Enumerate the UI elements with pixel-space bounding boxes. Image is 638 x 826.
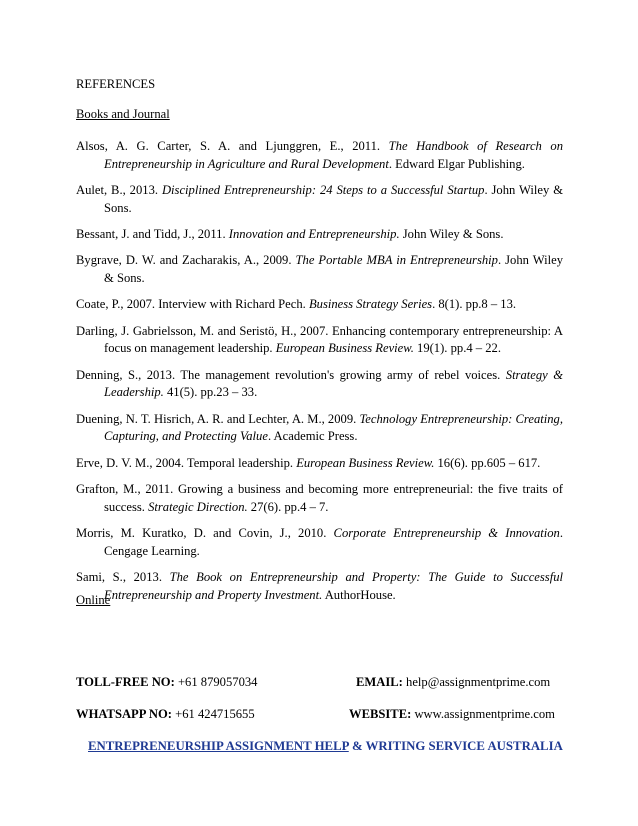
footer-rest-text: & WRITING SERVICE AUSTRALIA xyxy=(348,739,563,753)
tollfree-value: +61 879057034 xyxy=(174,675,258,689)
whatsapp-contact xyxy=(76,706,255,722)
tollfree-contact xyxy=(76,674,257,690)
reference-item xyxy=(76,323,563,358)
ref-title: The Portable MBA in Entrepreneurship xyxy=(295,253,498,268)
tollfree-label: TOLL-FREE NO: xyxy=(76,675,175,689)
ref-title: The Handbook of Research on Entrepreneurship in Agriculture and Rural Development xyxy=(104,139,563,171)
ref-authors: Alsos, A. G. Carter, S. A. and Ljunggren, E., 2011. xyxy=(76,139,389,153)
ref-authors: Coate, P., 2007. Interview with Richard Pech. xyxy=(76,297,309,312)
ref-title: Technology Entrepreneurship: Creating, Capturing, and Protecting Value xyxy=(104,411,563,444)
ref-publication: . Cengage Learning. xyxy=(104,526,563,558)
ref-title: Corporate Entrepreneurship & Innovation xyxy=(333,526,560,541)
books-journal-subheading: Books and Journal xyxy=(76,107,170,121)
ref-authors: Darling, J. Gabrielsson, M. and Seristö, H., 2007. Enhancing contemporary entrepreneurship: A focus on management leadership. xyxy=(76,323,563,356)
references-heading: REFERENCES xyxy=(76,77,156,91)
ref-publication: John Wiley & Sons. xyxy=(399,226,504,241)
ref-publication: 19(1). pp.4 – 22. xyxy=(413,341,501,356)
ref-title: European Business Review. xyxy=(275,341,414,356)
ref-authors: Duening, N. T. Hisrich, A. R. and Lechter, A. M., 2009. xyxy=(76,411,360,426)
ref-publication: . John Wiley & Sons. xyxy=(104,253,563,285)
whatsapp-value: +61 424715655 xyxy=(171,707,255,721)
website-contact xyxy=(349,706,555,722)
ref-publication: . Academic Press. xyxy=(267,429,358,444)
reference-item xyxy=(76,569,563,604)
reference-item xyxy=(76,411,563,446)
email-value: help@assignmentprime.com xyxy=(402,675,551,689)
ref-authors: Aulet, B., 2013. xyxy=(76,182,162,197)
online-subheading: Online xyxy=(76,593,111,607)
ref-authors: Erve, D. V. M., 2004. Temporal leadership. xyxy=(76,455,297,470)
ref-publication: 27(6). pp.4 – 7. xyxy=(247,499,329,514)
reference-list xyxy=(76,138,563,613)
whatsapp-label: WHATSAPP NO: xyxy=(76,707,172,721)
email-label: EMAIL: xyxy=(356,675,403,689)
ref-title: Innovation and Entrepreneurship. xyxy=(228,226,400,241)
ref-authors: Morris, M. Kuratko, D. and Covin, J., 2010. xyxy=(76,526,334,541)
email-contact xyxy=(356,674,550,690)
ref-title: The Book on Entrepreneurship and Property: The Guide to Successful Entrepreneurship and Property Investment. xyxy=(104,570,563,602)
ref-authors: Denning, S., 2013. The management revolution's growing army of rebel voices. xyxy=(76,367,506,382)
ref-authors: Bygrave, D. W. and Zacharakis, A., 2009. xyxy=(76,253,296,268)
website-value: www.assignmentprime.com xyxy=(411,707,555,721)
reference-item xyxy=(76,525,563,560)
reference-item xyxy=(76,481,563,516)
ref-title: Business Strategy Series xyxy=(308,297,433,312)
reference-item xyxy=(76,296,563,314)
ref-title: Strategy & Leadership. xyxy=(104,367,563,400)
reference-item xyxy=(76,226,563,244)
ref-publication: 16(6). pp.605 – 617. xyxy=(434,455,541,470)
ref-publication: 41(5). pp.23 – 33. xyxy=(163,385,258,400)
reference-item xyxy=(76,367,563,402)
ref-title: European Business Review. xyxy=(296,455,435,470)
ref-publication: . John Wiley & Sons. xyxy=(104,182,563,215)
ref-publication: AuthorHouse. xyxy=(322,587,396,602)
ref-authors: Grafton, M., 2011. Growing a business and becoming more entrepreneurial: the five traits of success. xyxy=(76,482,563,514)
ref-authors: Sami, S., 2013. xyxy=(76,570,170,585)
reference-item xyxy=(76,182,563,217)
ref-publication: . 8(1). pp.8 – 13. xyxy=(432,297,517,312)
assignment-help-link[interactable]: ENTREPRENEURSHIP ASSIGNMENT HELP xyxy=(88,739,349,753)
reference-item xyxy=(76,455,563,473)
ref-title: Disciplined Entrepreneurship: 24 Steps to a Successful Startup xyxy=(161,182,485,197)
footer-banner xyxy=(88,738,563,754)
ref-publication: . Edward Elgar Publishing. xyxy=(388,156,525,171)
reference-item xyxy=(76,252,563,287)
website-label: WEBSITE: xyxy=(349,707,412,721)
ref-authors: Bessant, J. and Tidd, J., 2011. xyxy=(76,226,229,241)
ref-title: Strategic Direction. xyxy=(148,499,248,514)
reference-item xyxy=(76,138,563,173)
